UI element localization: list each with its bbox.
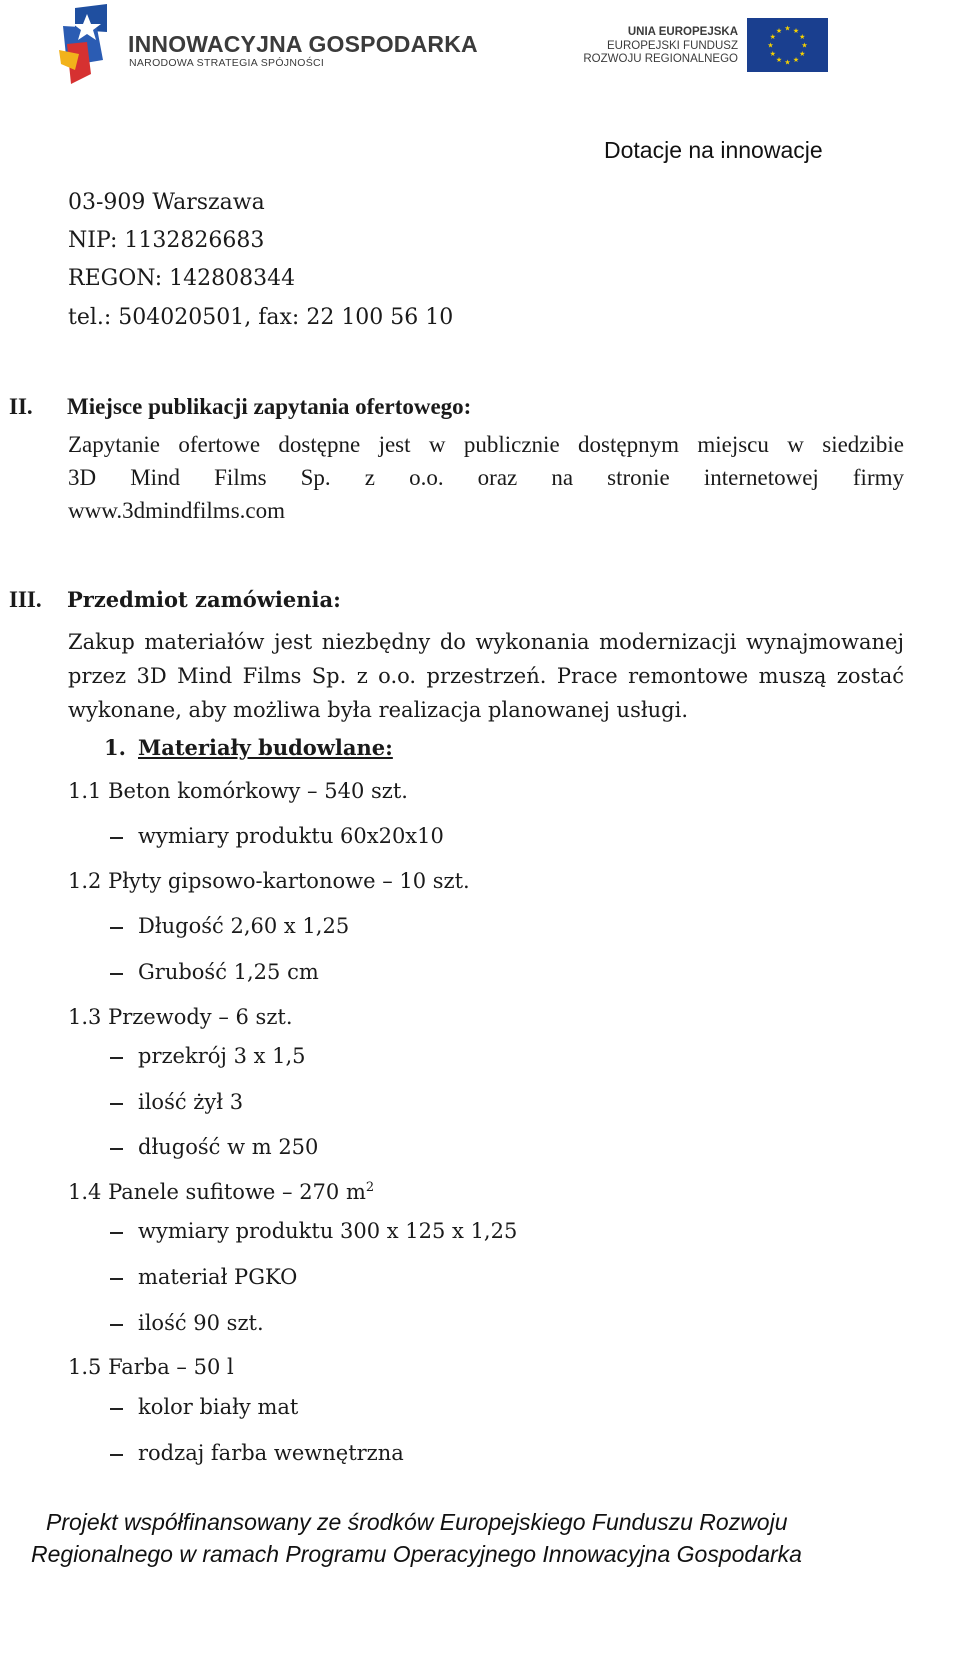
item-1-4-detail-c: ilość 90 szt. bbox=[138, 1311, 264, 1335]
eu-star-icon: ★ bbox=[784, 24, 791, 33]
item-1-3-detail-b: ilość żył 3 bbox=[138, 1090, 244, 1114]
eu-star-icon: ★ bbox=[792, 26, 800, 35]
eu-star-icon: ★ bbox=[784, 58, 791, 67]
eu-flag-icon bbox=[747, 18, 828, 72]
eu-logo-text bbox=[574, 26, 738, 67]
ig-logo-mark-icon bbox=[57, 4, 117, 86]
address-city: 03-909 Warszawa bbox=[68, 190, 265, 215]
eu-star-icon: ★ bbox=[769, 50, 776, 58]
item-1-5: 1.5 Farba – 50 l bbox=[68, 1355, 234, 1379]
eu-star-icon: ★ bbox=[775, 26, 783, 35]
section2-line2: 3D Mind Films Sp. z o.o. oraz na stronie internetowej firmy bbox=[68, 465, 904, 490]
item-1-4-text: 1.4 Panele sufitowe – 270 m bbox=[68, 1180, 366, 1204]
section3-line2: przez 3D Mind Films Sp. z o.o. przestrzeń. Prace remontowe muszą zostać bbox=[68, 664, 904, 688]
eu-logo-line3: ROZWOJU REGIONALNEGO bbox=[583, 53, 738, 65]
page-label: Dotacje na innowacje bbox=[604, 137, 823, 163]
section3-line3: wykonane, aby możliwa była realizacja planowanej usługi. bbox=[68, 698, 689, 722]
bullet-dash bbox=[110, 1324, 123, 1326]
bullet-dash bbox=[110, 1278, 123, 1280]
eu-logo-line2: EUROPEJSKI FUNDUSZ bbox=[607, 39, 738, 52]
section2-website-link[interactable]: www.3dmindfilms.com bbox=[68, 498, 285, 523]
item-1-2: 1.2 Płyty gipsowo-kartonowe – 10 szt. bbox=[68, 869, 470, 893]
eu-star-icon: ★ bbox=[801, 41, 808, 50]
section2-line1: Zapytanie ofertowe dostępne jest w publicznie dostępnym miejscu w siedzibie bbox=[68, 432, 904, 457]
item-1-2-detail-b: Grubość 1,25 cm bbox=[138, 960, 319, 984]
item-1-4-detail-b: materiał PGKO bbox=[138, 1265, 298, 1289]
eu-star-icon: ★ bbox=[799, 33, 806, 41]
section3-number: III. bbox=[9, 587, 42, 612]
bullet-dash bbox=[110, 973, 123, 975]
bullet-dash bbox=[110, 1103, 123, 1105]
item-1-5-detail-b: rodzaj farba wewnętrzna bbox=[138, 1441, 404, 1465]
bullet-dash bbox=[110, 1232, 123, 1234]
bullet-dash bbox=[110, 1057, 123, 1059]
item-1-4 bbox=[68, 1180, 374, 1204]
footer-line1: Projekt współfinansowany ze środków Europejskiego Funduszu Rozwoju bbox=[46, 1509, 788, 1535]
eu-star-icon: ★ bbox=[769, 33, 776, 41]
eu-star-icon: ★ bbox=[799, 50, 806, 58]
address-phone: tel.: 504020501, fax: 22 100 56 10 bbox=[68, 305, 454, 330]
address-nip: NIP: 1132826683 bbox=[68, 228, 265, 253]
item-1-4-superscript: 2 bbox=[365, 1180, 375, 1195]
item-1-1: 1.1 Beton komórkowy – 540 szt. bbox=[68, 779, 408, 803]
eu-star-icon: ★ bbox=[767, 41, 774, 50]
ig-logo-subtitle: NARODOWA STRATEGIA SPÓJNOŚCI bbox=[129, 57, 325, 69]
bullet-dash bbox=[110, 1408, 123, 1410]
subheading-materials: Materiały budowlane: bbox=[138, 735, 393, 760]
ig-logo-title: INNOWACYJNA GOSPODARKA bbox=[128, 31, 478, 57]
eu-logo-line1: UNIA EUROPEJSKA bbox=[627, 26, 738, 38]
section2-title: Miejsce publikacji zapytania ofertowego: bbox=[67, 394, 472, 419]
section3-line1: Zakup materiałów jest niezbędny do wykonania modernizacji wynajmowanej bbox=[68, 630, 904, 654]
section3-title: Przedmiot zamówienia: bbox=[67, 587, 341, 612]
bullet-dash bbox=[110, 927, 123, 929]
eu-star-icon: ★ bbox=[775, 56, 783, 65]
item-1-3-detail-a: przekrój 3 x 1,5 bbox=[138, 1044, 306, 1068]
bullet-dash bbox=[110, 1454, 123, 1456]
subheading-number: 1. bbox=[104, 735, 126, 760]
item-1-4-detail-a: wymiary produktu 300 x 125 x 1,25 bbox=[138, 1219, 518, 1243]
bullet-dash bbox=[110, 1148, 123, 1150]
bullet-dash bbox=[110, 837, 123, 839]
item-1-3-detail-c: długość w m 250 bbox=[138, 1135, 319, 1159]
address-regon: REGON: 142808344 bbox=[68, 266, 296, 291]
item-1-1-detail: wymiary produktu 60x20x10 bbox=[138, 824, 444, 848]
item-1-5-detail-a: kolor biały mat bbox=[138, 1395, 299, 1419]
item-1-3: 1.3 Przewody – 6 szt. bbox=[68, 1005, 293, 1029]
footer-line2: Regionalnego w ramach Programu Operacyjnego Innowacyjna Gospodarka bbox=[31, 1541, 802, 1567]
item-1-2-detail-a: Długość 2,60 x 1,25 bbox=[138, 914, 350, 938]
section2-number: II. bbox=[9, 394, 33, 419]
eu-star-icon: ★ bbox=[792, 56, 800, 65]
